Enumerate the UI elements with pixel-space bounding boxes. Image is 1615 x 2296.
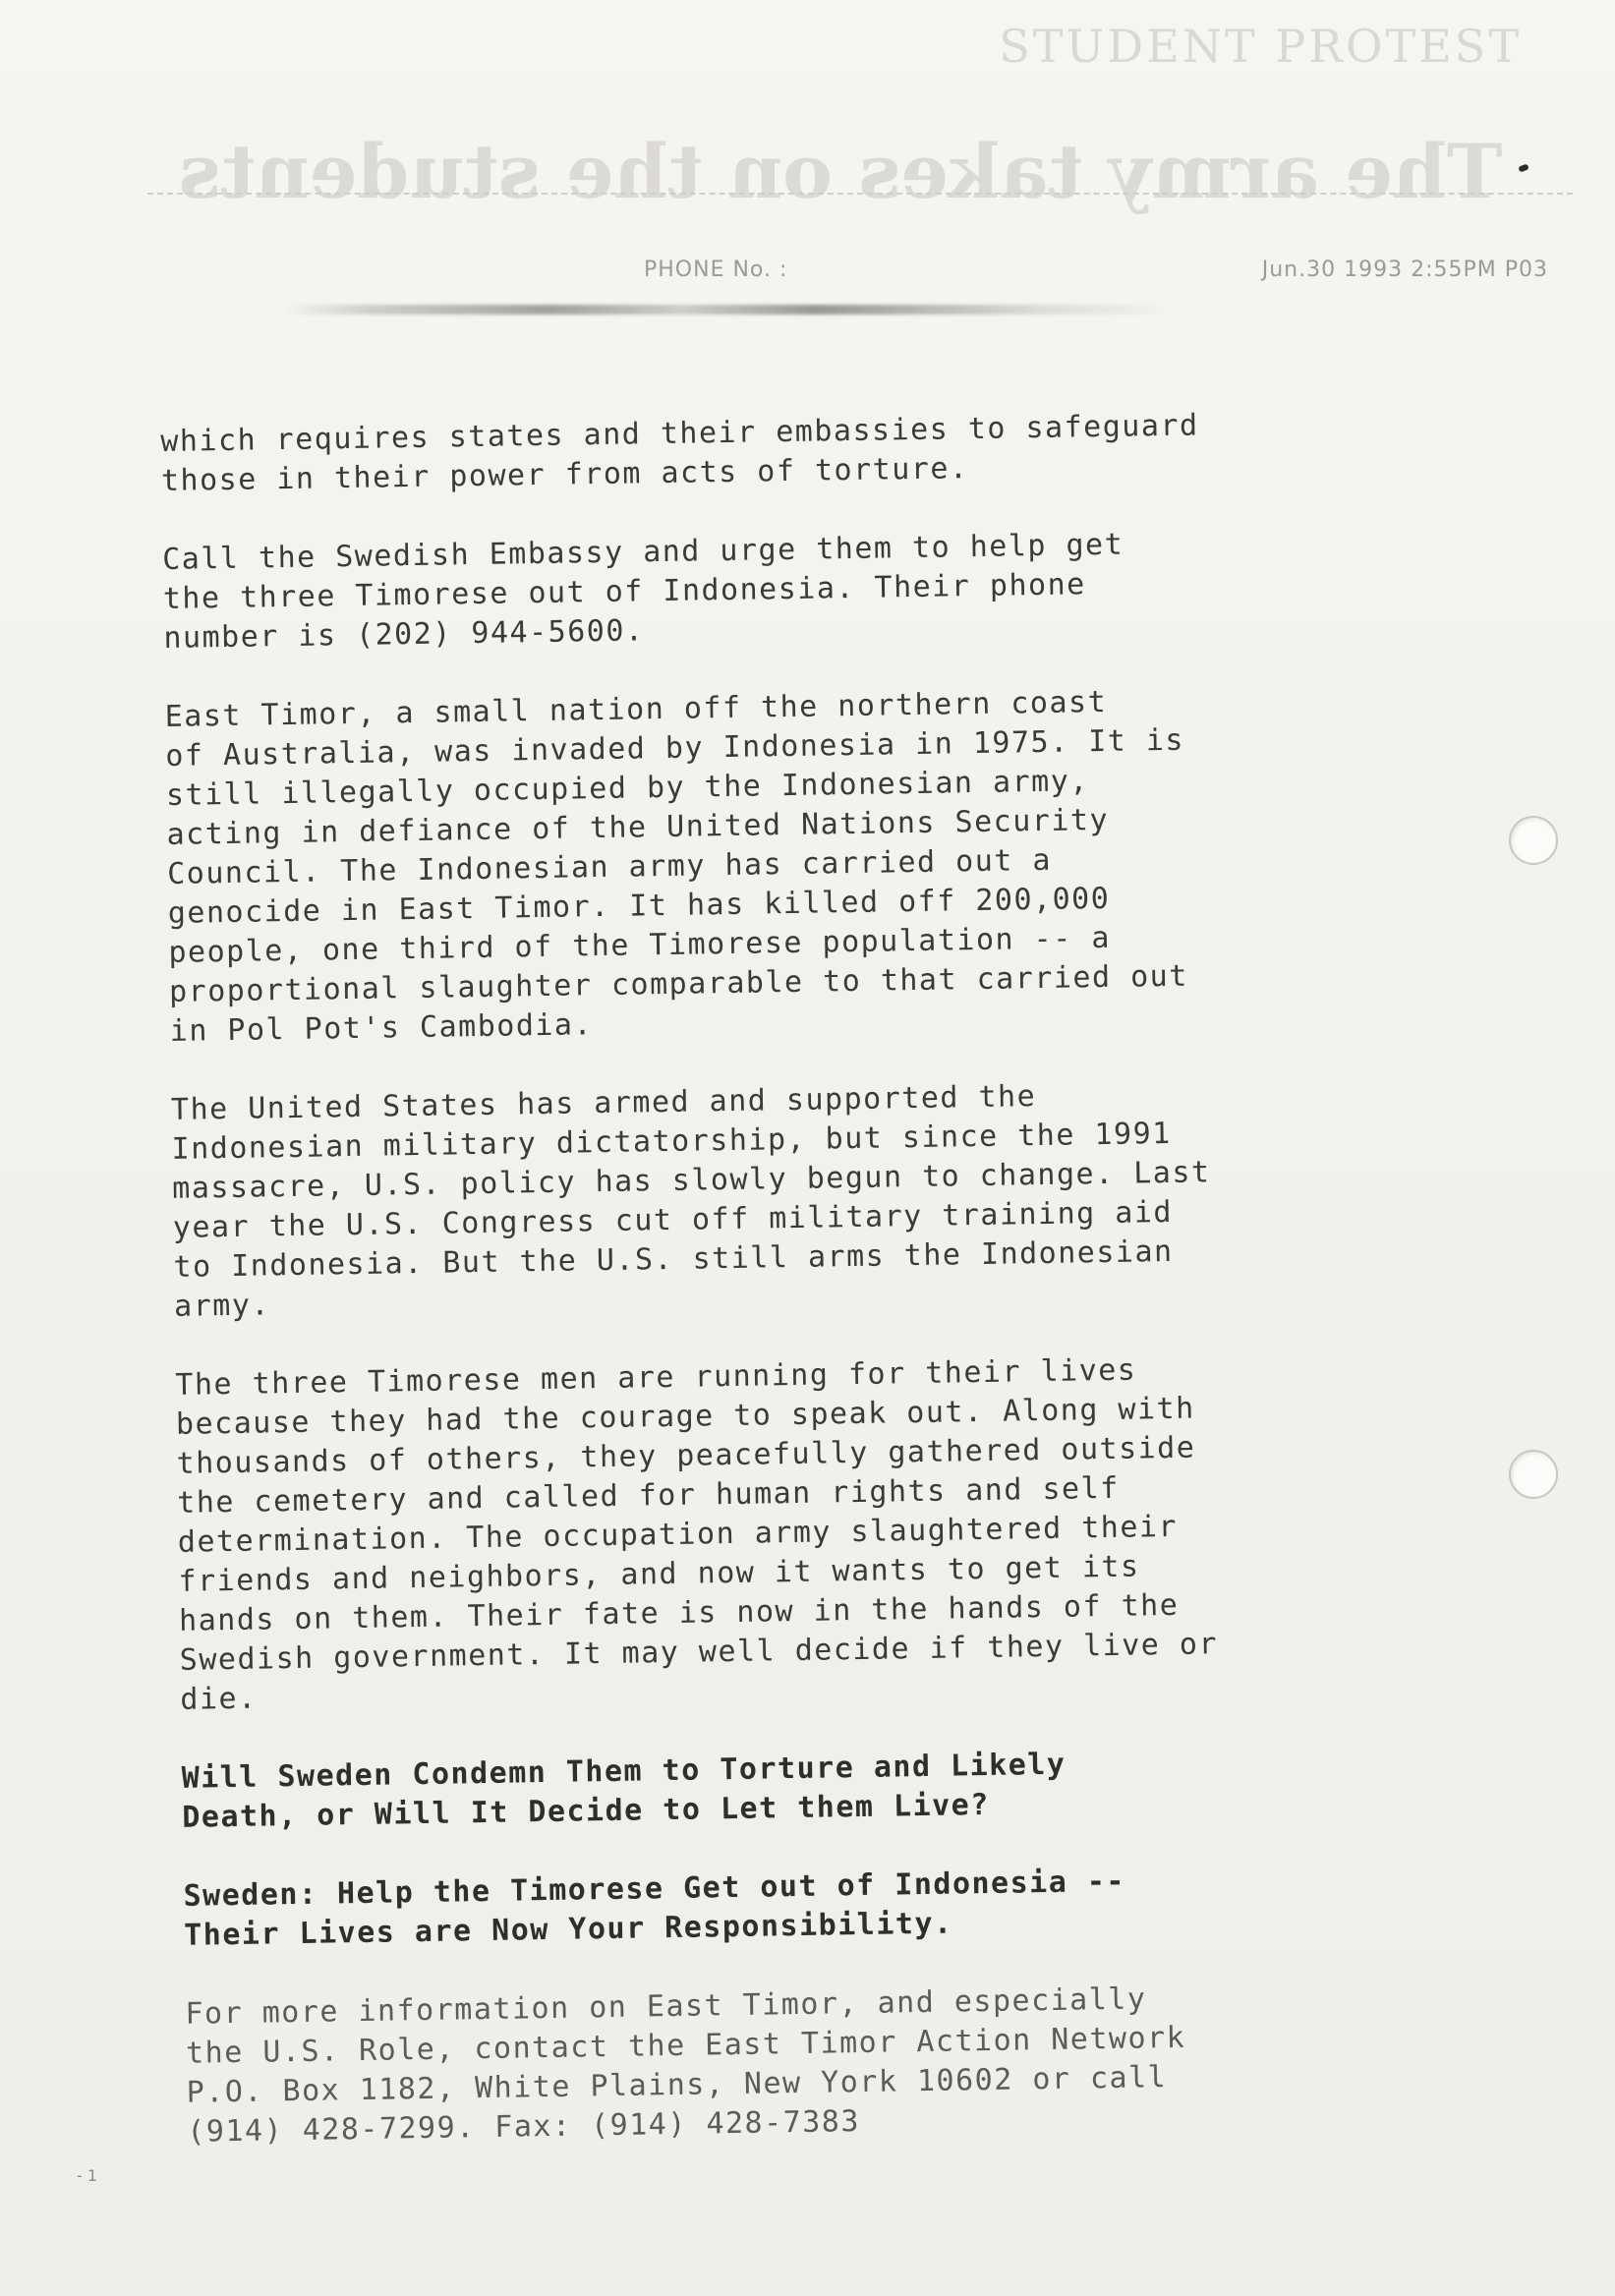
page-corner-mark: - 1 [77, 2166, 98, 2185]
header-divider [147, 193, 1573, 195]
paragraph-call-embassy: Call the Swedish Embassy and urge them to help get the three Timorese out of Indonesia. Their phone number is (202) 944-5600. [161, 527, 1125, 656]
fax-phone-label: PHONE No. : [644, 258, 788, 282]
paragraph-three-men: The three Timorese men are running for their lives because they had the courage to speak out. Along with thousands of others, they peacefully gathered outside the cemetery and called for human rights and self determination. The occupation army slaughtered their friends and neighbors, and now it wants to get its hands on them. Their fate is now in the hands of the Swedish government. It may well decide if they live or die. [175, 1352, 1219, 1717]
fax-date-time: Jun.30 1993 2:55PM P03 [1261, 258, 1548, 282]
punch-hole-icon [1509, 1450, 1558, 1499]
headline-sweden-help: Sweden: Help the Timorese Get out of Indonesia -- Their Lives are Now Your Responsibility. [183, 1864, 1126, 1953]
paragraph-torture: which requires states and their embassies to safeguard those in their power from acts of torture. [160, 408, 1199, 498]
fax-scan-smear [285, 305, 1170, 315]
bleed-through-title: The army takes on the students [178, 128, 1503, 215]
paragraph-contact-info: For more information on East Timor, and especially the U.S. Role, contact the East Timor Action Network P.O. Box 1182, White Plains, New York 10602 or call (914) 428-7299. Fax: (914) 428-7383 [185, 1981, 1186, 2150]
bleed-through-header: STUDENT PROTEST [999, 20, 1522, 73]
fax-header [644, 258, 1548, 293]
paragraph-east-timor: East Timor, a small nation off the northern coast of Australia, was invaded by Indonesia in 1975. It is still illegally occupied by the Indonesian army, acting in defiance of the United Nations Security Council. The Indonesian army has carried out a genocide in East Timor. It has killed off 200,000 people, one third of the Timorese population -- a proportional slaughter comparable to that carried out in Pol Pot's Cambodia. [164, 684, 1189, 1049]
punch-hole-icon [1509, 816, 1558, 865]
headline-will-sweden: Will Sweden Condemn Them to Torture and Likely Death, or Will It Decide to Let them Live? [181, 1747, 1067, 1835]
paragraph-us-policy: The United States has armed and supported the Indonesian military dictatorship, but since the 1991 massacre, U.S. policy has slowly begun to change. Last year the U.S. Congress cut off military training aid to Indonesia. But the U.S. still arms the Indonesian army. [170, 1079, 1211, 1324]
letter-body [160, 402, 1505, 2192]
